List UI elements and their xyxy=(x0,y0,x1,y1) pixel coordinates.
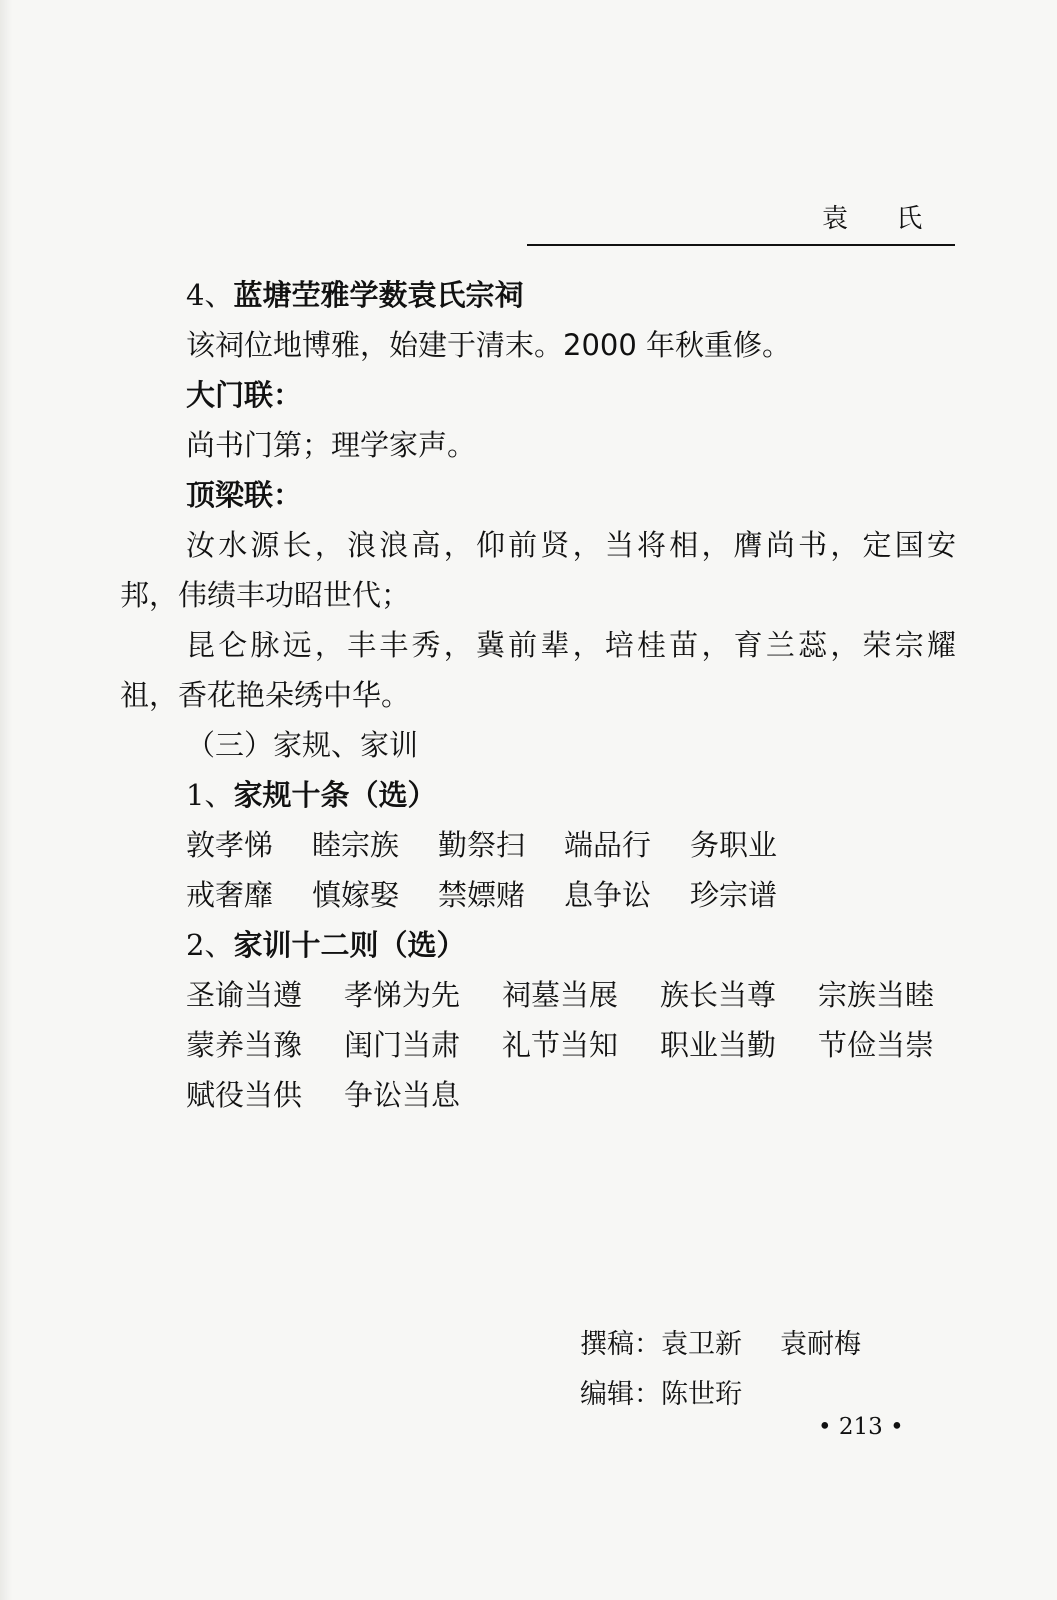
running-header: 袁 氏 xyxy=(822,204,943,234)
header-rule xyxy=(527,244,955,246)
precept-item: 职业当勤 xyxy=(660,1028,777,1062)
precept-item: 圣谕当遵 xyxy=(186,978,303,1012)
beam-couplet-label: 顶梁联： xyxy=(186,478,303,512)
precept-item: 赋役当供 xyxy=(186,1078,303,1112)
gate-couplet-label: 大门联： xyxy=(186,378,303,412)
credits xyxy=(580,1320,861,1420)
writer-name: 袁卫新 xyxy=(661,1329,742,1360)
precepts-title xyxy=(120,920,956,970)
precept-item: 礼节当知 xyxy=(502,1028,619,1062)
precept-item: 祠墓当展 xyxy=(502,978,619,1012)
rules-number: 1、 xyxy=(186,778,234,812)
rule-item: 戒奢靡 xyxy=(186,878,274,912)
rules-title-text: 家规十条（选） xyxy=(233,778,437,812)
rule-item: 务职业 xyxy=(690,828,778,862)
precepts-title-text: 家训十二则（选） xyxy=(233,928,466,962)
precept-item: 宗族当睦 xyxy=(818,978,935,1012)
editor-name: 陈世珩 xyxy=(661,1379,742,1410)
section-4-number: 4、 xyxy=(186,278,234,312)
writers-label: 撰稿： xyxy=(580,1329,661,1360)
editor-label: 编辑： xyxy=(580,1379,661,1410)
writer-name: 袁耐梅 xyxy=(780,1329,861,1360)
rule-item: 敦孝悌 xyxy=(186,828,274,862)
precept-item: 闺门当肃 xyxy=(344,1028,461,1062)
page-body xyxy=(120,270,956,1120)
precept-item: 节俭当崇 xyxy=(818,1028,935,1062)
rules-row-2 xyxy=(120,870,956,920)
page-edge xyxy=(0,0,12,1600)
rule-item: 慎嫁娶 xyxy=(312,878,400,912)
precepts-row-3 xyxy=(120,1070,956,1120)
precept-item: 孝悌为先 xyxy=(344,978,461,1012)
precepts-row-1 xyxy=(120,970,956,1020)
credits-editor xyxy=(580,1370,861,1420)
rule-item: 勤祭扫 xyxy=(438,828,526,862)
rule-item: 睦宗族 xyxy=(312,828,400,862)
gate-couplet-text: 尚书门第；理学家声。 xyxy=(186,428,477,462)
beam-couplet-line-1a: 汝水源长，浪浪高，仰前贤，当将相，膺尚书，定国安 xyxy=(186,528,956,562)
section-4-intro: 该祠位地博雅，始建于清末。2000 年秋重修。 xyxy=(186,328,792,362)
rule-item: 息争讼 xyxy=(564,878,652,912)
section-3-heading: （三）家规、家训 xyxy=(186,728,419,762)
beam-couplet-line-2b: 祖，香花艳朵绣中华。 xyxy=(120,678,411,712)
credits-writers xyxy=(580,1320,861,1370)
rule-item: 珍宗谱 xyxy=(690,878,778,912)
beam-couplet-line-1b: 邦，伟绩丰功昭世代； xyxy=(120,578,411,612)
page-number: • 213 • xyxy=(818,1414,904,1440)
rules-title xyxy=(120,770,956,820)
precept-item: 蒙养当豫 xyxy=(186,1028,303,1062)
section-4-title xyxy=(120,270,956,320)
precept-item: 争讼当息 xyxy=(344,1078,461,1112)
rules-row-1 xyxy=(120,820,956,870)
beam-couplet-line-2a: 昆仑脉远，丰丰秀，冀前辈，培桂苗，育兰蕊，荣宗耀 xyxy=(186,628,956,662)
precepts-number: 2、 xyxy=(186,928,234,962)
section-4-title-text: 蓝塘茔雅学薮袁氏宗祠 xyxy=(233,278,524,312)
rule-item: 端品行 xyxy=(564,828,652,862)
precepts-row-2 xyxy=(120,1020,956,1070)
precept-item: 族长当尊 xyxy=(660,978,777,1012)
rule-item: 禁嫖赌 xyxy=(438,878,526,912)
